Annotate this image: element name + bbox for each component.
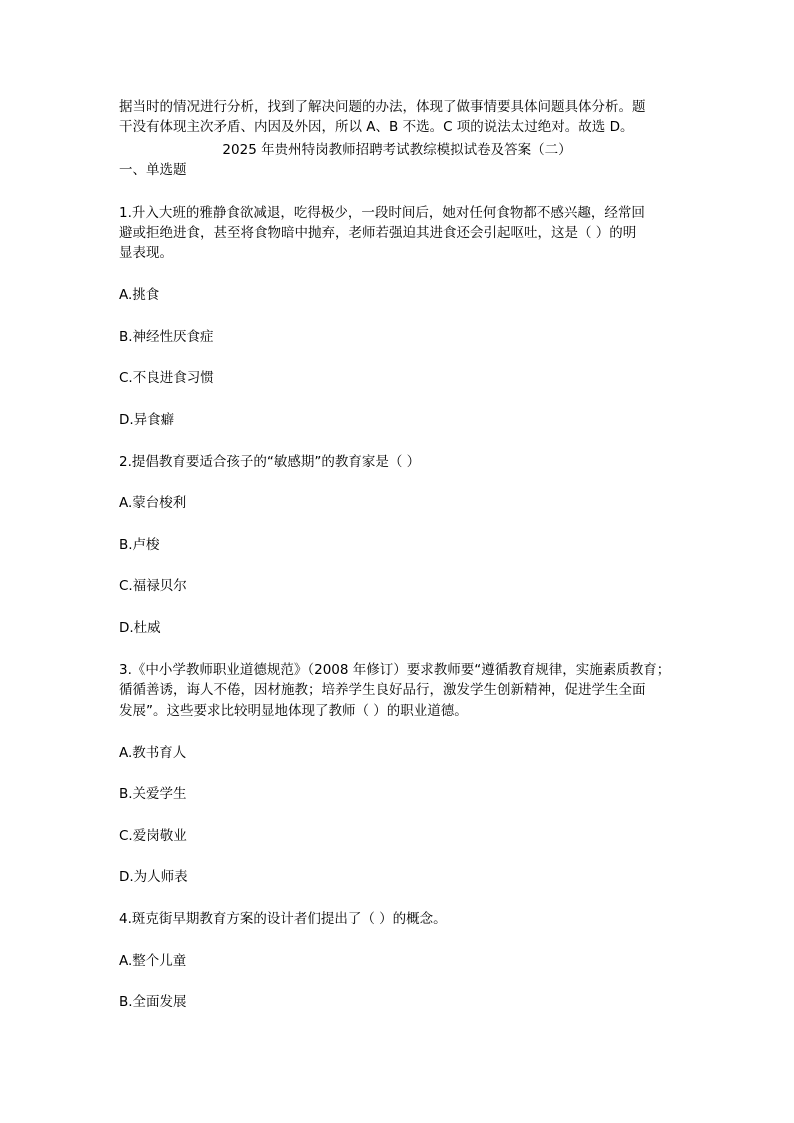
intro-line-2: 干没有体现主次矛盾、内因及外因，所以 A、B 不选。C 项的说法太过绝对。故选 D。 — [119, 119, 634, 135]
question-2-option-d: D.杜威 — [119, 620, 161, 636]
question-2-option-a: A.蒙台梭利 — [119, 495, 187, 511]
question-3-option-d: D.为人师表 — [119, 869, 188, 885]
question-1-option-d: D.异食癖 — [119, 412, 175, 428]
question-3-line-3: 发展”。这些要求比较明显地体现了教师（ ）的职业道德。 — [119, 703, 468, 719]
question-4-line-1: 4.斑克街早期教育方案的设计者们提出了（ ）的概念。 — [119, 911, 447, 927]
question-3-line-2: 循循善诱，诲人不倦，因材施教；培养学生良好品行，激发学生创新精神，促进学生全面 — [119, 682, 646, 698]
section-heading: 一、单选题 — [119, 162, 187, 178]
question-1-option-b: B.神经性厌食症 — [119, 329, 214, 345]
question-4-option-a: A.整个儿童 — [119, 953, 187, 969]
question-2-option-b: B.卢梭 — [119, 537, 160, 553]
question-3-option-c: C.爱岗敬业 — [119, 828, 187, 844]
question-3-option-b: B.关爱学生 — [119, 786, 187, 802]
question-1-line-1: 1.升入大班的雅静食欲减退，吃得极少，一段时间后，她对任何食物都不感兴趣，经常回 — [119, 205, 645, 221]
question-1-option-c: C.不良进食习惯 — [119, 370, 214, 386]
intro-line-1: 据当时的情况进行分析，找到了解决问题的办法，体现了做事情要具体问题具体分析。题 — [119, 99, 646, 115]
question-2-line-1: 2.提倡教育要适合孩子的“敏感期”的教育家是（ ） — [119, 454, 421, 470]
question-1-line-3: 显表现。 — [119, 245, 173, 261]
question-1-line-2: 避或拒绝进食，甚至将食物暗中抛弃，老师若强迫其进食还会引起呕吐，这是（ ）的明 — [119, 225, 637, 241]
question-3-option-a: A.教书育人 — [119, 745, 187, 761]
question-1-option-a: A.挑食 — [119, 287, 160, 303]
question-2-option-c: C.福禄贝尔 — [119, 578, 187, 594]
question-4-option-b: B.全面发展 — [119, 994, 187, 1010]
document-title: 2025 年贵州特岗教师招聘考试教综模拟试卷及答案（二） — [222, 142, 572, 158]
question-3-line-1: 3.《中小学教师职业道德规范》（2008 年修订）要求教师要“遵循教育规律，实施素质教育； — [119, 662, 671, 678]
